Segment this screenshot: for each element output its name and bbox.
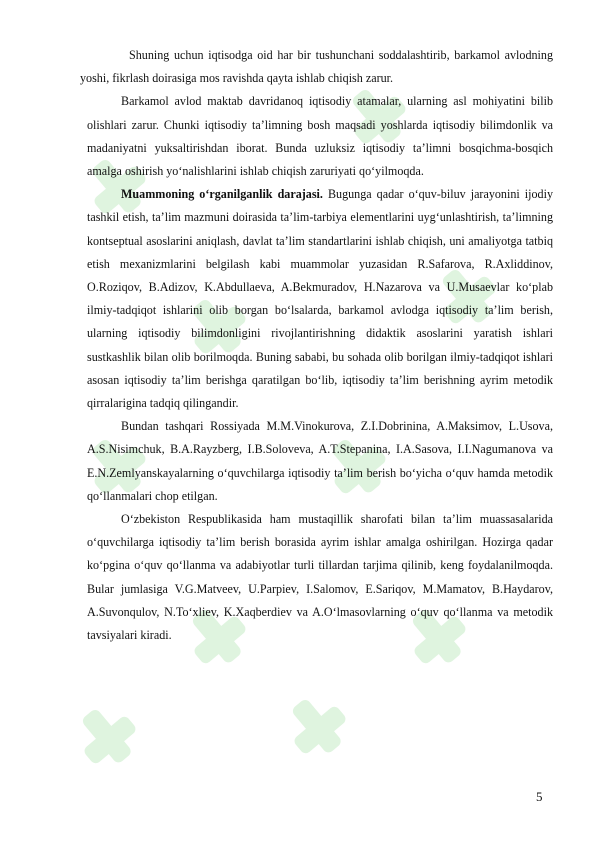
paragraph-3-heading: Muammoning o‘rganilganlik darajasi.: [121, 187, 323, 202]
body-text: [80, 44, 553, 647]
watermark-mark: [67, 696, 147, 776]
paragraph-3: [87, 183, 553, 415]
paragraph-5-text: O‘zbekiston Respublikasida ham mustaqillik sharofati bilan ta’lim muassasalarida o‘quvchilarga iqtisodiy ta’lim berish borasida ayrim ishlar amalga oshirilgan. Hozirga qadar ko‘pgina o‘quv qo‘llanma va adabiyotlar turli tillardan tarjima qilinib, keng foydalanilmoqda. Bular jumlasiga V.G.Matveev, U.Parpiev, I.Salomov, E.Sariqov, M.Mamatov, B.Haydarov, A.Suvonqulov, N.To‘xliev, K.Xaqberdiev va A.O‘lmasovlarning o‘quv qo‘llanma va metodik tavsiyalari kiradi.: [87, 512, 553, 643]
paragraph-3-text: Bugunga qadar o‘quv-biluv jarayonini ijodiy tashkil etish, ta’lim mazmuni doirasida ta’lim-tarbiya elementlarini uyg‘unlashtirish, ta’limning kontseptual asoslarini aniqlash, davlat ta’lim standartlarini ishlab chiqish, uni amaliyotga tatbiq etish mexanizmlarini belgilash kabi muammolar yuzasidan R.Safarova, R.Axliddinov, O.Roziqov, B.Adizov, K.Abdullaeva, A.Bekmuradov, H.Nazarova va U.Musaevlar ko‘plab ilmiy-tadqiqot ishlarini olib borgan bo‘lsalarda, barkamol avlodga iqtisodiy ta’lim berish, ularning iqtisodiy bilimdonligini rivojlantirishning didaktik asoslarini yaratish ishlari sustkashlik bilan olib borilmoqda. Buning sababi, bu sohada olib borilgan ilmiy-tadqiqot ishlari asosan iqtisodiy ta’lim berishga qaratilgan bo‘lib, iqtisodiy ta’lim berishning ayrim metodik qirralarigina tadqiq qilingandir.: [87, 187, 553, 411]
paragraph-4-text: Bundan tashqari Rossiyada M.M.Vinokurova, Z.I.Dobrinina, A.Maksimov, L.Usova, A.S.Nisimchuk, B.A.Rayzberg, I.B.Soloveva, A.T.Stepanina, I.A.Sasova, I.I.Nagumanova va E.N.Zemlyanskayalarning o‘quvchilarga iqtisodiy ta’lim berish bo‘yicha o‘quv hamda metodik qo‘llanmalari chop etilgan.: [87, 419, 553, 503]
paragraph-5: [87, 508, 553, 647]
paragraph-1-text: Shuning uchun iqtisodga oid har bir tushunchani soddalashtirib, barkamol avlodning yoshi, fikrlash doirasiga mos ravishda qayta ishlab chiqish zarur.: [80, 48, 553, 86]
paragraph-2: [87, 90, 553, 183]
page-number: 5: [536, 789, 543, 804]
watermark-mark: [277, 686, 357, 766]
paragraph-2-text: Barkamol avlod maktab davridanoq iqtisodiy atamalar, ularning asl mohiyatini bilib olishlari zarur. Chunki iqtisodiy ta’limning bosh maqsadi yoshlarda iqtisodiy bilimdonlik va madaniyatni yuksaltirishdan iborat. Bunda uzluksiz iqtisodiy ta’limni bosqichma-bosqich amalga oshirish yo‘nalishlarini ishlab chiqish zaruriyati qo‘yilmoqda.: [87, 94, 553, 179]
paragraph-1: [80, 44, 553, 90]
paragraph-4: [87, 415, 553, 508]
